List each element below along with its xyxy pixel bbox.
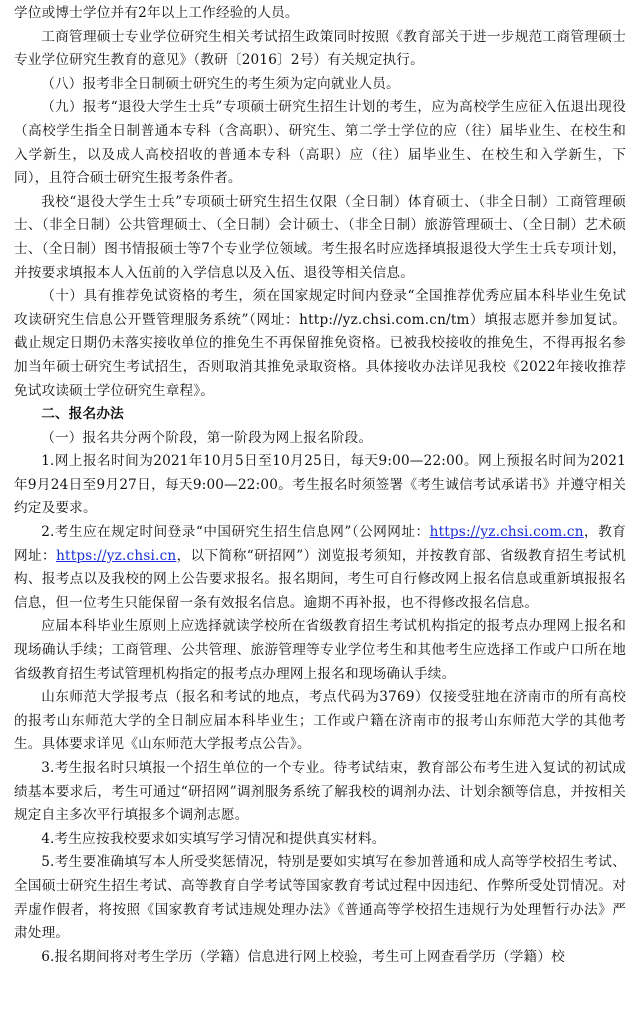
paragraph-veteran-program: 我校“退役大学生士兵”专项硕士研究生招生仅限（全日制）体育硕士、（非全日制）工商管理硕士、（非全日制）公共管理硕士、（全日制）会计硕士、（非全日制）旅游管理硕士、（全日制）艺术硕士、（全日制）图书情报硕士等7个专业学位领域。考生报名时应选择填报退役大学生士兵专项计划，并按要求填报本人入伍前的入学信息以及入伍、退役等相关信息。 — [14, 193, 626, 281]
paragraph-item-3: 3.考生报名时只填报一个招生单位的一个专业。待考试结束，教育部公布考生进入复试的初试成绩基本要求后，考生可通过“研招网”调剂服务系统了解我校的调剂办法、计划余额等信息，并按相关规定自主多次平行填报多个调剂志愿。 — [14, 760, 626, 824]
paragraph-item-8: （八）报考非全日制硕士研究生的考生须为定向就业人员。 — [41, 75, 400, 92]
text-segment: ，教育网址： — [14, 524, 626, 564]
paragraph-registration-time: 1.网上报名时间为2021年10月5日至10月25日，每天9:00—22:00。网上预报名时间为2021年9月24日至9月27日，每天9:00—22:00。考生报名时须签署《考生诚信考试承诺书》并遵守相关约定及要求。 — [14, 453, 626, 517]
paragraph-item-6: 6.报名期间将对考生学历（学籍）信息进行网上校验，考生可上网查看学历（学籍）校 — [41, 948, 565, 965]
paragraph-registration-website — [14, 521, 626, 615]
paragraph-mba-policy: 工商管理硕士专业学位研究生相关考试招生政策同时按照《教育部关于进一步规范工商管理硕士专业学位研究生教育的意见》（教研〔2016〕2号）有关规定执行。 — [14, 28, 626, 69]
paragraph-registration-stages: （一）报名共分两个阶段，第一阶段为网上报名阶段。 — [41, 429, 373, 446]
link-edu-url[interactable]: https://yz.chsi.cn — [56, 547, 177, 564]
paragraph-continuation: 学位或博士学位并有2年以上工作经验的人员。 — [14, 5, 299, 21]
paragraph-item-4: 4.考生应按我校要求如实填写学习情况和提供真实材料。 — [41, 830, 386, 847]
paragraph-item-9: （九）报考“退役大学生士兵”专项硕士研究生招生计划的考生，应为高校学生应征入伍退出现役（高校学生指全日制普通本专科（含高职）、研究生、第二学士学位的应（往）届毕业生、在校生和入学新生，以及成人高校招收的普通本专科（高职）应（往）届毕业生、在校生和入学新生，下同），且符合硕士研究生报考条件者。 — [14, 99, 626, 187]
paragraph-item-10: （十）具有推荐免试资格的考生，须在国家规定时间内登录“全国推荐优秀应届本科毕业生免试攻读研究生信息公开暨管理服务系统”（网址：http://yz.chsi.com.cn/tm）填报志愿并参加复试。截止规定日期仍未落实接收单位的推免生不再保留推免资格。已被我校接收的推免生，不得再报名参加当年硕士研究生考试招生，否则取消其推免录取资格。具体接收办法详见我校《2022年接收推荐免试攻读硕士学位研究生章程》。 — [14, 288, 626, 399]
paragraph-graduate-choice: 应届本科毕业生原则上应选择就读学校所在省级教育招生考试机构指定的报考点办理网上报名和现场确认手续；工商管理、公共管理、旅游管理等专业学位考生和其他考生应选择工作或户口所在地省级教育招生考试管理机构指定的报考点办理网上报名和现场确认手续。 — [14, 618, 626, 682]
link-public-url[interactable]: https://yz.chsi.com.cn — [429, 524, 584, 541]
paragraph-item-5: 5.考生要准确填写本人所受奖惩情况，特别是要如实填写在参加普通和成人高等学校招生考试、全国硕士研究生招生考试、高等教育自学考试等国家教育考试过程中因违纪、作弊所受处罚情况。对弄虚作假者，将按照《国家教育考试违规处理办法》《普通高等学校招生违规行为处理暂行办法》严肃处理。 — [14, 854, 626, 942]
text-segment: ，以下简称“研招网”）浏览报考须知，并按教育部、省级教育招生考试机构、报考点以及我校的网上公告要求报名。报名期间，考生可自行修改网上报名信息或重新填报报名信息，但一位考生只能保留一条有效报名信息。逾期不再补报，也不得修改报名信息。 — [14, 547, 626, 611]
text-segment: 2.考生应在规定时间登录“中国研究生招生信息网”（公网网址： — [41, 524, 430, 541]
paragraph-sdnu-exam-site: 山东师范大学报考点（报名和考试的地点，考点代码为3769）仅接受驻地在济南市的所有高校的报考山东师范大学的全日制应届本科毕业生；工作或户籍在济南市的报考山东师范大学的其他考生。具体要求详见《山东师范大学报考点公告》。 — [14, 689, 626, 753]
section-heading-registration: 二、报名办法 — [41, 406, 124, 423]
